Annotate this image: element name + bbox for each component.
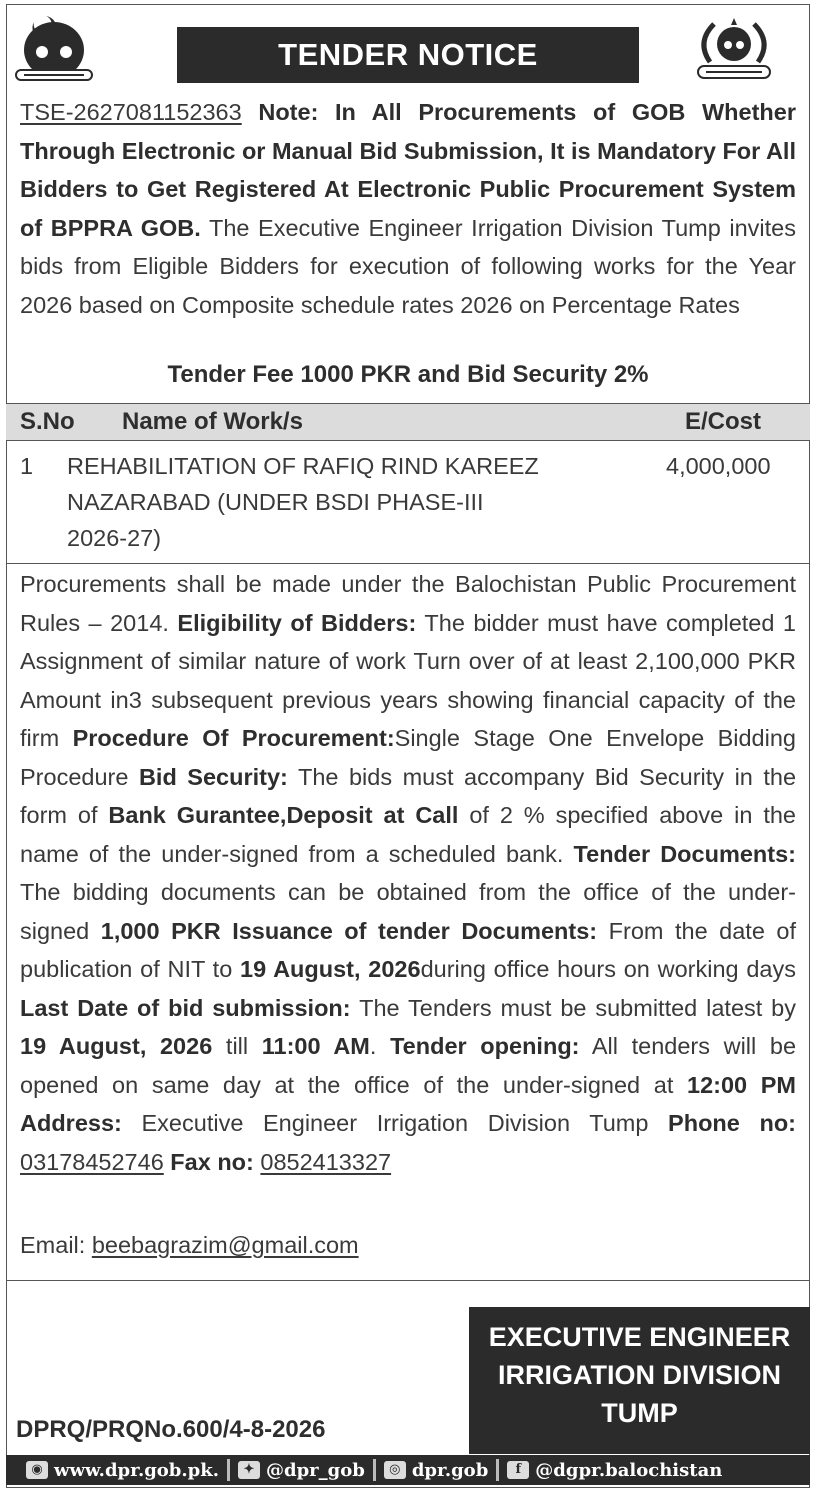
last-date-heading: Last Date of bid submission: — [20, 994, 351, 1021]
eligibility-heading: Eligibility of Bidders: — [177, 609, 417, 636]
rules-text: Procurements shall be made under the Balochistan Public Procurement Rules – 2014. — [20, 571, 796, 636]
works-table-header — [6, 403, 810, 441]
last-date: 19 August, 2026 — [20, 1033, 213, 1059]
bid-security-text: The bids must accompany Bid Security in the form of — [20, 763, 797, 828]
issuance-tail: during office hours on working days — [420, 956, 796, 982]
eligibility-text: The bidder must have completed 1 Assignment of similar nature of work Turn over of at least 2,100,000 PKR Amount in3 subsequent previous years showing financial capacity of the firm — [20, 609, 796, 751]
tender-opening-text: All tenders will be opened on same day at the office of the under-signed at — [20, 1033, 797, 1098]
period: . — [369, 1033, 377, 1059]
separator — [227, 1459, 230, 1481]
instagram-icon: ◎ — [384, 1461, 406, 1479]
opening-time-address-heading: 12:00 PM Address: — [20, 1071, 796, 1136]
email-label: Email: — [20, 1232, 86, 1258]
tender-reference: TSE-2627081152363 — [20, 99, 242, 125]
balochistan-emblem-icon — [10, 12, 98, 84]
issuance-text: From the date of publication of NIT to — [20, 917, 797, 982]
dprq-number: DPRQ/PRQNo.600/4-8-2026 — [16, 1416, 326, 1443]
bid-security-heading: Bid Security: — [138, 763, 288, 790]
fax-label: Fax no: — [170, 1148, 254, 1175]
twitter-handle[interactable]: @dpr_gob — [265, 1459, 365, 1481]
footer-divider — [6, 1280, 810, 1281]
instagram-handle[interactable]: dpr.gob — [411, 1459, 489, 1481]
social-footer — [6, 1455, 810, 1485]
intro-body: The Executive Engineer Irrigation Division Tump invites bids from Eligible Bidders for execution of following works for the Year 2026 based on Composite schedule rates 2026 on Percentage Rates — [20, 214, 796, 318]
signature-line: EXECUTIVE ENGINEER — [488, 1322, 791, 1352]
facebook-handle[interactable]: @dgpr.balochistan — [535, 1459, 723, 1481]
issuance-date: 19 August, 2026 — [240, 956, 421, 982]
intro-paragraph — [20, 93, 796, 324]
work-name-line: 2026-27) — [67, 525, 162, 551]
row-work-name — [67, 448, 539, 556]
notice-title: TENDER NOTICE — [177, 27, 639, 83]
table-bottom-divider — [6, 563, 810, 564]
tender-documents-heading: Tender Documents: — [573, 840, 796, 867]
bank-guarantee-text: Bank Gurantee,Deposit at Call — [108, 802, 459, 828]
tender-opening-heading: Tender opening: — [390, 1033, 580, 1059]
separator — [373, 1459, 376, 1481]
procedure-text: Single Stage One Envelope Bidding Procedure — [20, 725, 796, 790]
bid-security-tail: of 2 % specified above in the name of the under-signed from a scheduled bank. — [20, 802, 796, 867]
col-name-of-work: Name of Work/s — [122, 408, 303, 435]
registration-note: Note: In All Procurements of GOB Whether Through Electronic or Manual Bid Submission, It is Mandatory For All Bidders to Get Registered At Electronic Public Procurement System of BPPRA GOB. — [20, 99, 796, 241]
work-name-line: NAZARABAD (UNDER BSDI PHASE-III — [67, 489, 484, 515]
row-cost: 4,000,000 — [666, 453, 771, 479]
submission-time: 11:00 AM — [261, 1033, 370, 1059]
government-seal-icon — [690, 12, 778, 84]
globe-icon: ◉ — [26, 1461, 48, 1479]
facebook-icon: f — [507, 1461, 529, 1479]
row-sno: 1 — [20, 453, 34, 479]
signature-line: IRRIGATION DIVISION — [497, 1360, 781, 1390]
separator — [496, 1459, 499, 1481]
tender-fee-line: Tender Fee 1000 PKR and Bid Security 2% — [167, 361, 649, 388]
details-paragraph — [20, 565, 796, 1181]
col-estimated-cost: E/Cost — [685, 408, 762, 435]
phone-label: Phone no: — [668, 1110, 797, 1136]
website-link[interactable]: www.dpr.gob.pk. — [54, 1459, 219, 1481]
tender-documents-text: The bidding documents can be obtained from the office of the under-signed — [20, 879, 796, 944]
phone-number[interactable]: 03178452746 — [20, 1148, 164, 1175]
issuance-heading: 1,000 PKR Issuance of tender Documents: — [100, 917, 598, 944]
signature-block — [469, 1307, 810, 1454]
procedure-heading: Procedure Of Procurement: — [72, 725, 395, 751]
address-text: Executive Engineer Irrigation Division Tump — [141, 1110, 649, 1136]
till-text: till — [225, 1033, 249, 1059]
signature-line: TUMP — [601, 1398, 678, 1428]
last-date-text: The Tenders must be submitted latest by — [359, 994, 796, 1021]
email-link[interactable]: beebagrazim@gmail.com — [91, 1232, 359, 1258]
col-sno: S.No — [20, 408, 75, 435]
fax-number[interactable]: 0852413327 — [260, 1148, 392, 1175]
work-name-line: REHABILITATION OF RAFIQ RIND KAREEZ — [67, 453, 539, 479]
twitter-icon: ✦ — [238, 1461, 260, 1479]
email-line — [20, 1226, 796, 1265]
